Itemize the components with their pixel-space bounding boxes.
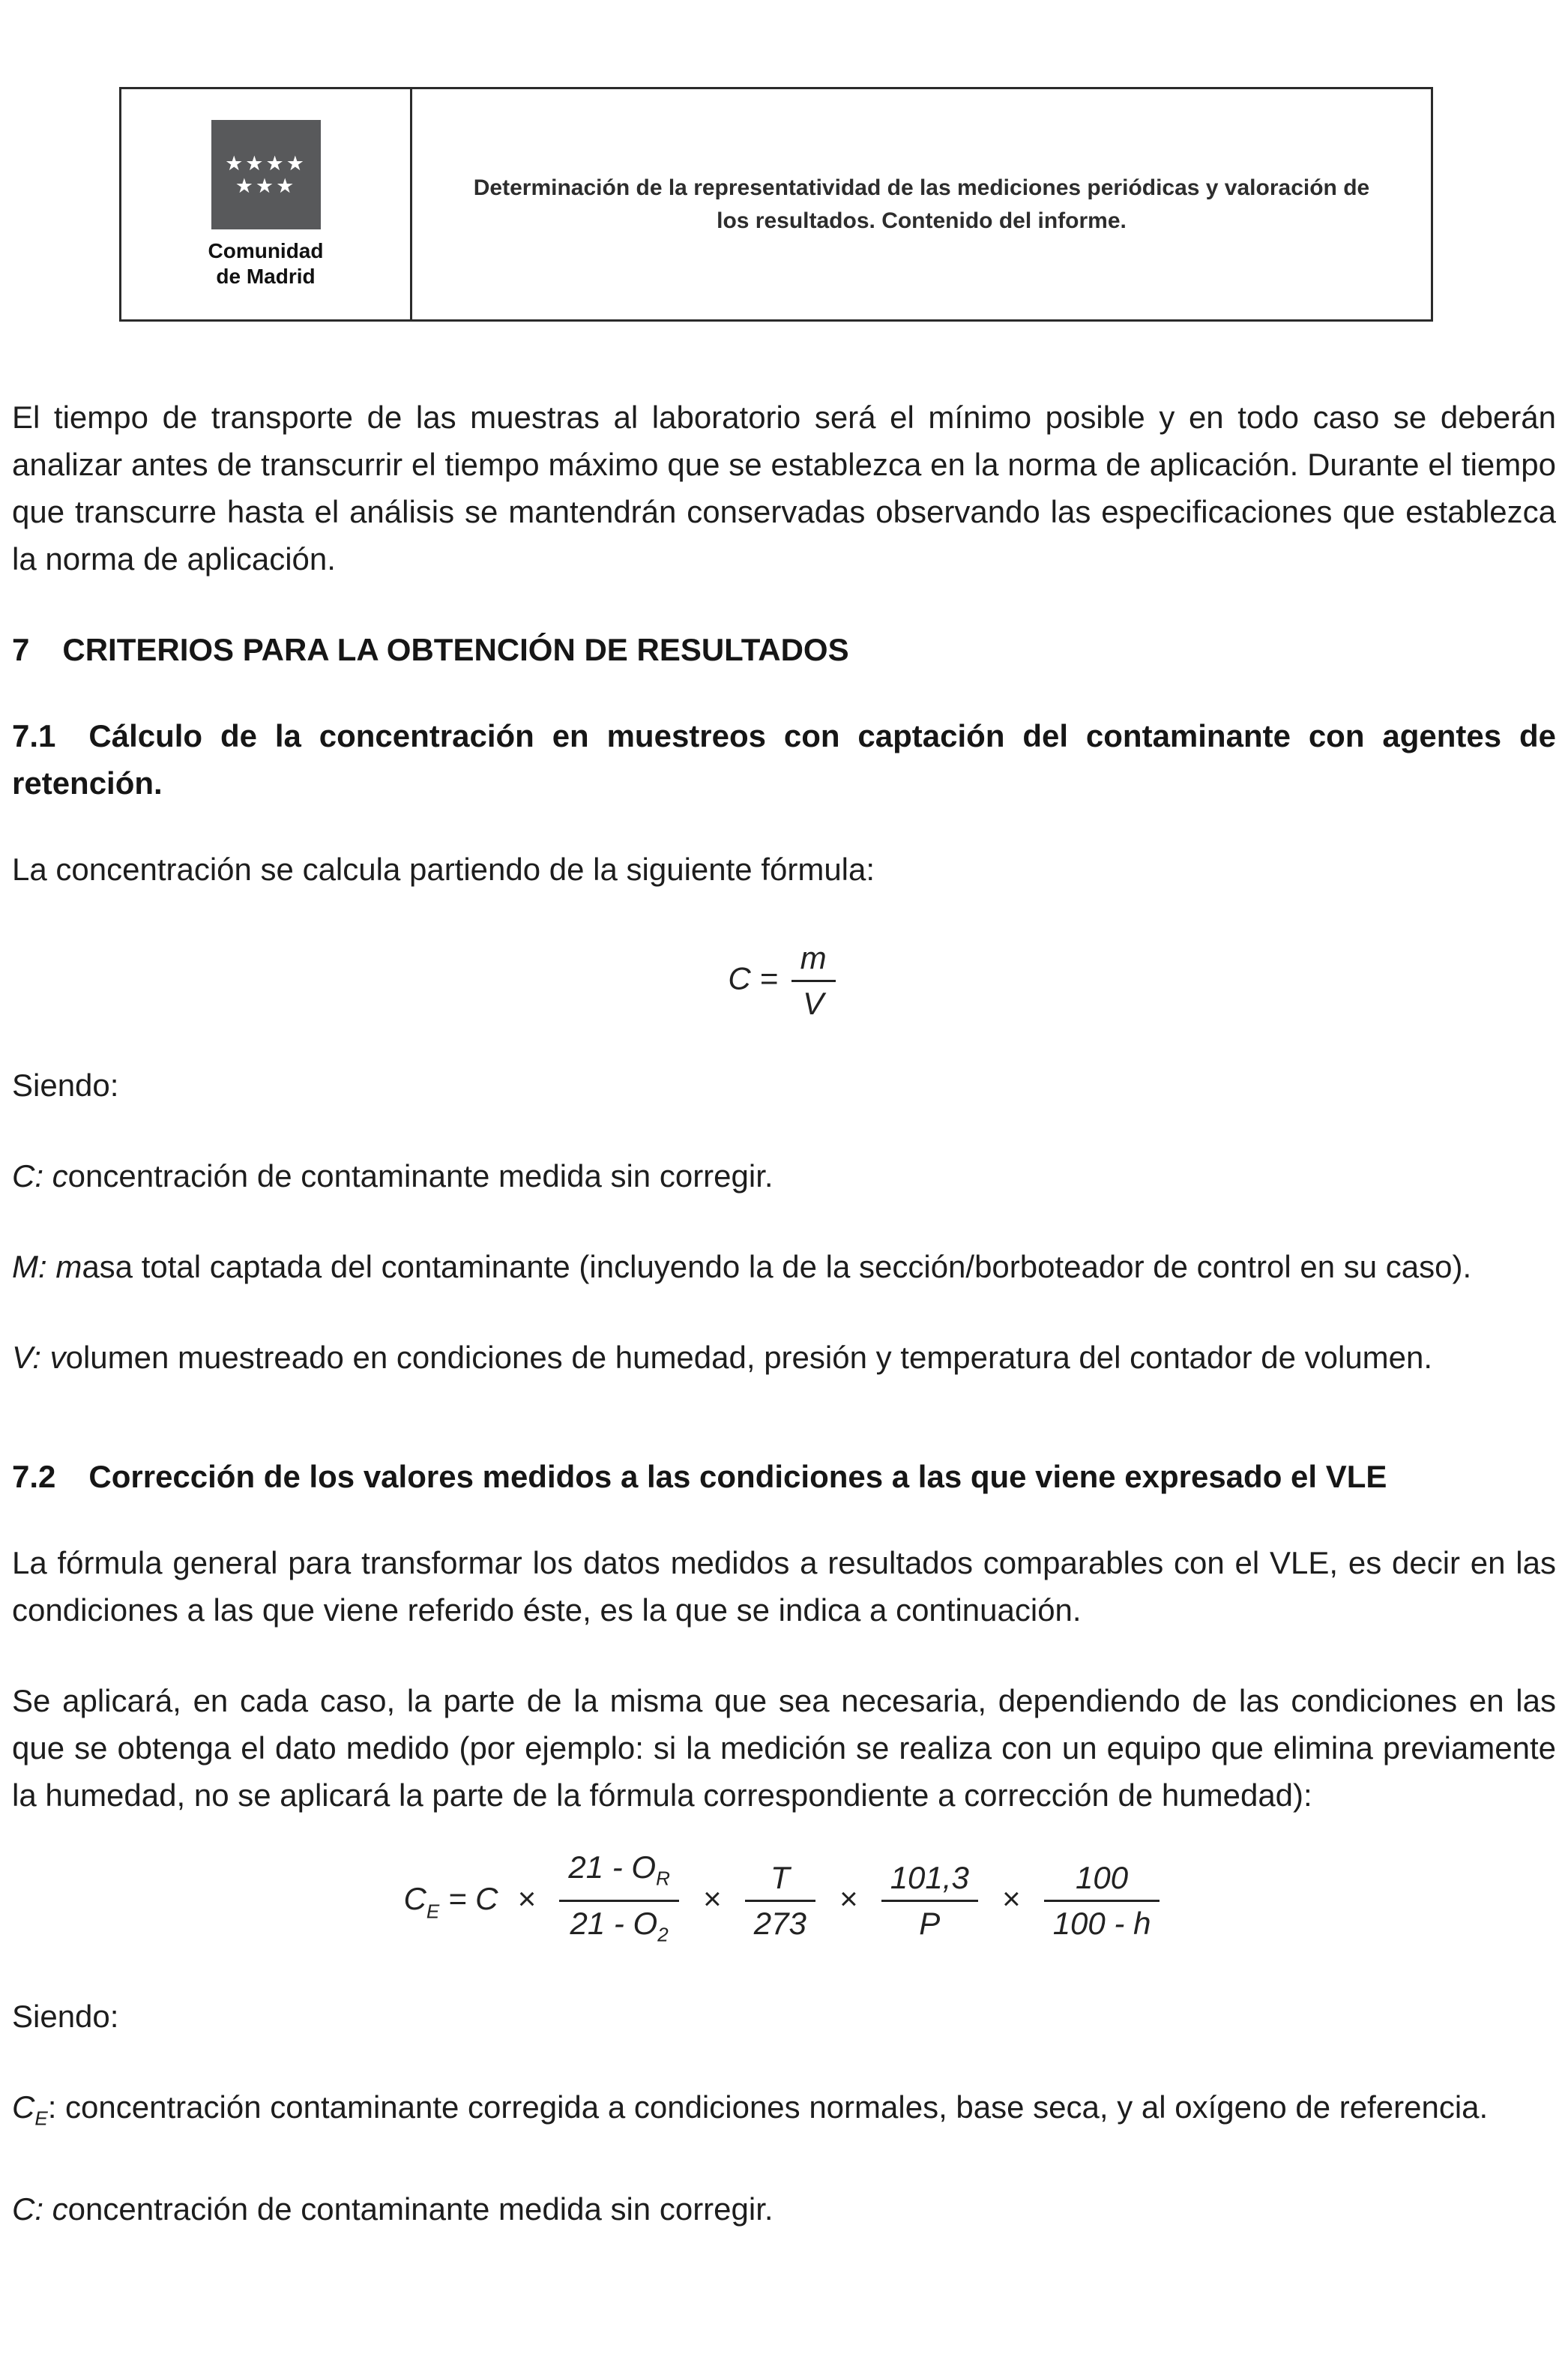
para-formula-intro: La concentración se calcula partiendo de la siguiente fórmula: xyxy=(12,852,875,887)
heading-7-1-number: 7.1 xyxy=(12,718,56,753)
formula-ce-times-4: × xyxy=(1001,1880,1021,1916)
org-name-line-1: Comunidad xyxy=(208,238,324,262)
header-title-cell xyxy=(412,89,1431,319)
formula-ce-equals: = C xyxy=(447,1880,498,1916)
heading-7-1 xyxy=(12,712,1556,807)
flag-stars-row-2: ★★★ xyxy=(235,174,297,197)
flag-stars-row-1: ★★★★ xyxy=(225,151,307,175)
definition-c xyxy=(12,1152,1556,1199)
fraction-oxygen-denominator xyxy=(559,1900,679,1956)
label-siendo-2: Siendo: xyxy=(12,1998,119,2034)
formula-ce-fraction-pressure xyxy=(881,1856,978,1945)
definition-ce xyxy=(12,2083,1556,2142)
document-body xyxy=(12,394,1556,2276)
formula-corrected-concentration xyxy=(12,1846,1556,1957)
heading-7-2 xyxy=(12,1453,1556,1500)
fraction-oxygen-num-base: 21 - O xyxy=(568,1849,657,1885)
formula-c-lhs: C = xyxy=(728,960,778,996)
definition-c-repeat-term: C: c xyxy=(12,2191,68,2227)
heading-7-title: CRITERIOS PARA LA OBTENCIÓN DE RESULTADOS xyxy=(62,632,849,667)
formula-ce-lhs-subscript: E xyxy=(426,1900,440,1923)
definition-ce-term-sub: E xyxy=(34,2107,48,2130)
fraction-temperature-denominator: 273 xyxy=(745,1900,815,1945)
formula-ce-lhs xyxy=(403,1880,440,1923)
heading-7-2-number: 7.2 xyxy=(12,1459,56,1494)
heading-7 xyxy=(12,626,1556,673)
formula-ce-fraction-humidity xyxy=(1044,1856,1160,1945)
definition-ce-term xyxy=(12,2089,48,2130)
fraction-humidity-denominator: 100 - h xyxy=(1044,1900,1160,1945)
definition-c-text: oncentración de contaminante medida sin corregir. xyxy=(67,1158,774,1193)
definition-v-term: V: v xyxy=(12,1340,66,1375)
formula-ce-times-1: × xyxy=(517,1880,536,1916)
fraction-oxygen-num-sub: R xyxy=(656,1867,670,1890)
fraction-pressure-denominator: P xyxy=(881,1900,978,1945)
fraction-oxygen-den-base: 21 - O xyxy=(570,1906,658,1942)
formula-ce-fraction-oxygen xyxy=(559,1846,679,1957)
fraction-humidity-numerator: 100 xyxy=(1076,1860,1129,1896)
formula-ce-lhs-base: C xyxy=(403,1880,426,1916)
para-vle-aplicacion: Se aplicará, en cada caso, la parte de la misma que sea necesaria, dependiendo de las condiciones en las que se obtenga el dato medido (por ejemplo: si la medición se realiza con un equipo que elimina previamente la humedad, no se aplicará la parte de la fórmula correspondiente a corrección de humedad): xyxy=(12,1683,1556,1813)
fraction-pressure-numerator: 101,3 xyxy=(890,1860,969,1896)
definition-ce-text: : concentración contaminante corregida a condiciones normales, base seca, y al oxígeno de referencia. xyxy=(47,2089,1489,2125)
definition-ce-term-base: C xyxy=(12,2089,35,2125)
document-title: Determinación de la representatividad de las mediciones periódicas y valoración de los resultados. Contenido del informe. xyxy=(473,175,1370,233)
para-sample-transport: El tiempo de transporte de las muestras al laboratorio será el mínimo posible y en todo caso se deberán analizar antes de transcurrir el tiempo máximo que se establezca en la norma de aplicación. Durante el tiempo que transcurre hasta el análisis se mantendrán conservadas observando las especificaciones que establezca la norma de aplicación. xyxy=(12,400,1556,577)
definition-c-repeat xyxy=(12,2185,1556,2233)
heading-7-2-title: Corrección de los valores medidos a las condiciones a las que viene expresado el VLE xyxy=(88,1459,1387,1494)
formula-ce-times-3: × xyxy=(839,1880,858,1916)
formula-c-numerator: m xyxy=(800,940,827,975)
heading-7-1-title: Cálculo de la concentración en muestreos con captación del contaminante con agentes de retención. xyxy=(12,718,1556,801)
document-header xyxy=(119,87,1433,322)
fraction-oxygen-den-sub: 2 xyxy=(657,1923,669,1946)
org-name xyxy=(208,238,324,289)
definition-m-term: M: m xyxy=(12,1249,82,1284)
formula-c-fraction xyxy=(791,936,836,1026)
heading-7-number: 7 xyxy=(12,632,30,667)
definition-m-text: asa total captada del contaminante (incluyendo la de la sección/borboteador de control en su caso). xyxy=(82,1249,1472,1284)
formula-concentration xyxy=(12,936,1556,1026)
formula-ce-fraction-temperature xyxy=(745,1856,815,1945)
org-name-line-2: de Madrid xyxy=(216,264,316,288)
comunidad-madrid-flag-icon xyxy=(211,120,321,229)
formula-c-denominator: V xyxy=(791,980,836,1026)
definition-c-term: C: c xyxy=(12,1158,68,1193)
formula-ce-times-2: × xyxy=(702,1880,722,1916)
definition-v-text: olumen muestreado en condiciones de humedad, presión y temperatura del contador de volumen. xyxy=(65,1340,1433,1375)
definition-m xyxy=(12,1243,1556,1290)
definition-c-repeat-text: oncentración de contaminante medida sin corregir. xyxy=(67,2191,774,2227)
logo-cell xyxy=(121,89,412,319)
fraction-oxygen-numerator xyxy=(559,1846,679,1900)
para-vle-general: La fórmula general para transformar los datos medidos a resultados comparables con el VLE, es decir en las condiciones a las que viene referido éste, es la que se indica a continuación. xyxy=(12,1545,1556,1628)
fraction-temperature-numerator: T xyxy=(770,1860,790,1896)
label-siendo-1: Siendo: xyxy=(12,1068,119,1103)
definition-v xyxy=(12,1334,1556,1381)
